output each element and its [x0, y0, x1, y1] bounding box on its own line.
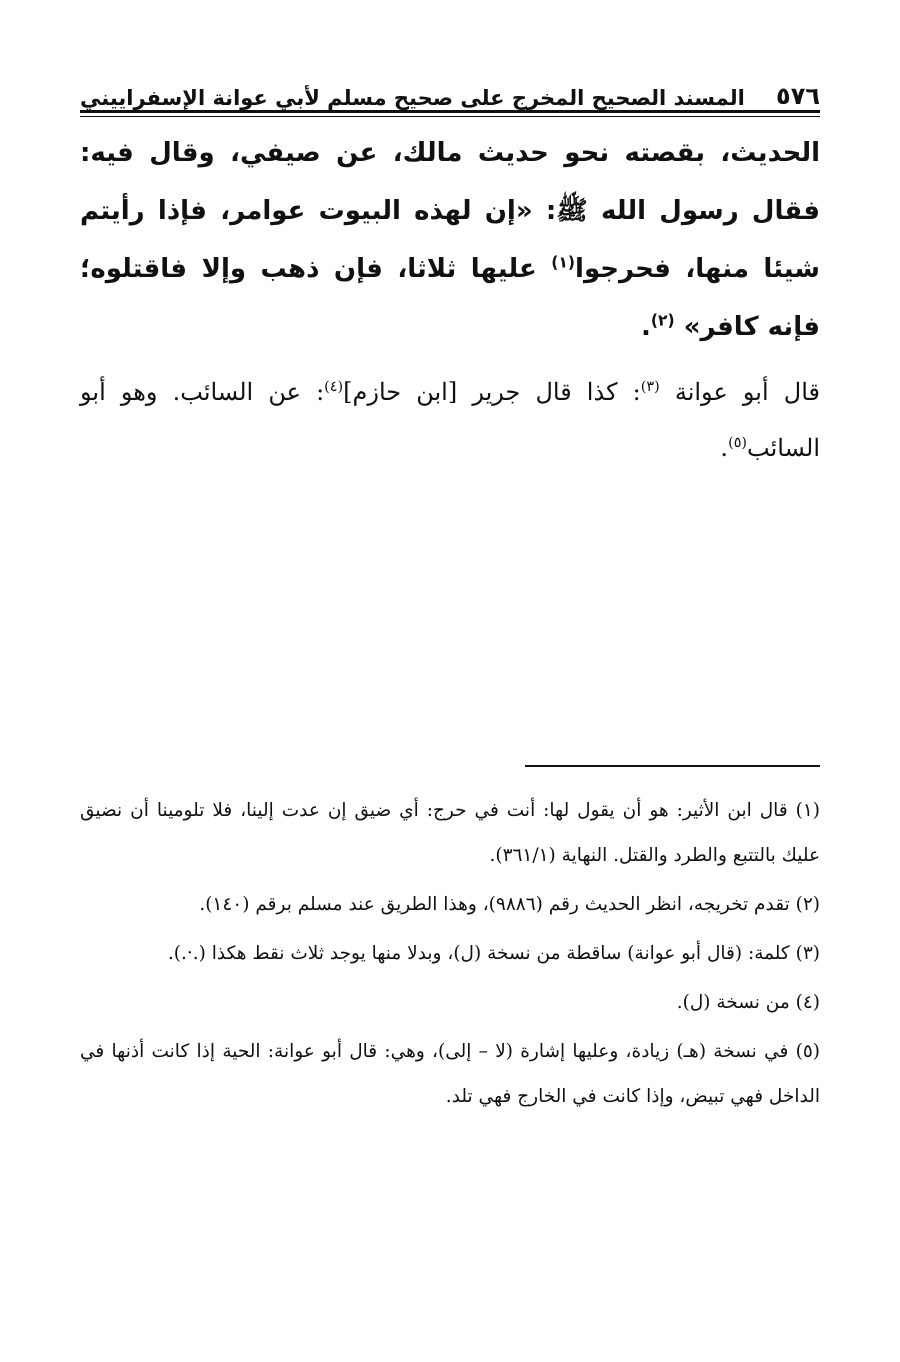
footnote-4: (٤) من نسخة (ل).	[676, 992, 820, 1013]
footnote-ref-4: (٤)	[324, 379, 344, 395]
footnote-ref-5: (٥)	[728, 435, 748, 451]
commentary-text-part3: : عن السائب. وهو أبو السائب	[80, 378, 820, 462]
footnote-ref-1: (١)	[551, 253, 576, 272]
hadith-text-part1: الحديث، بقصته نحو حديث مالك، عن صيفي، وقال فيه: فقال رسول الله ﷺ: «إن لهذه البيوت عوامر، فإذا رأيتم شيئا منها، فحرجوا	[80, 138, 820, 284]
header-rule-thick	[80, 110, 820, 113]
running-header	[80, 70, 820, 110]
commentary-paragraph	[80, 364, 820, 476]
page-number: ٥٧٦	[776, 82, 820, 110]
hadith-paragraph	[80, 124, 820, 356]
footnote-ref-3: (٣)	[640, 379, 660, 395]
running-title: المسند الصحيح المخرج على صحيح مسلم لأبي عوانة الإسفراييني	[80, 86, 745, 110]
commentary-text-part2: : كذا قال جرير [ابن حازم]	[343, 378, 641, 406]
header-rule-thin	[80, 116, 820, 117]
footnote-3: (٣) كلمة: (قال أبو عوانة) ساقطة من نسخة (ل)، وبدلا منها يوجد ثلاث نقط هكذا (.·.).	[167, 943, 820, 964]
footnote-5: (٥) في نسخة (هـ) زيادة، وعليها إشارة (لا – إلى)، وهي: قال أبو عوانة: الحية إذا كانت أذنها في الداخل فهي تبيض، وإذا كانت في الخارج فهي تلد.	[80, 1041, 820, 1107]
hadith-text-part2: عليها ثلاثا، فإن ذهب وإلا فاقتلوه؛ فإنه كافر»	[80, 254, 820, 342]
footnote-separator	[525, 765, 820, 767]
footnotes	[80, 788, 820, 1123]
footnote-2: (٢) تقدم تخريجه، انظر الحديث رقم (٩٨٨٦)، وهذا الطريق عند مسلم برقم (١٤٠).	[199, 894, 820, 915]
hadith-text-part3: .	[640, 312, 651, 342]
footnote-1: (١) قال ابن الأثير: هو أن يقول لها: أنت في حرج: أي ضيق إن عدت إلينا، فلا تلومينا أن نضيق عليك بالتتبع والطرد والقتل. النهاية (٣٦١/١).	[80, 800, 820, 866]
commentary-text-part1: قال أبو عوانة	[659, 378, 820, 406]
footnote-ref-2: (٢)	[650, 311, 675, 330]
commentary-text-part4: .	[720, 434, 729, 462]
main-text	[80, 124, 820, 476]
